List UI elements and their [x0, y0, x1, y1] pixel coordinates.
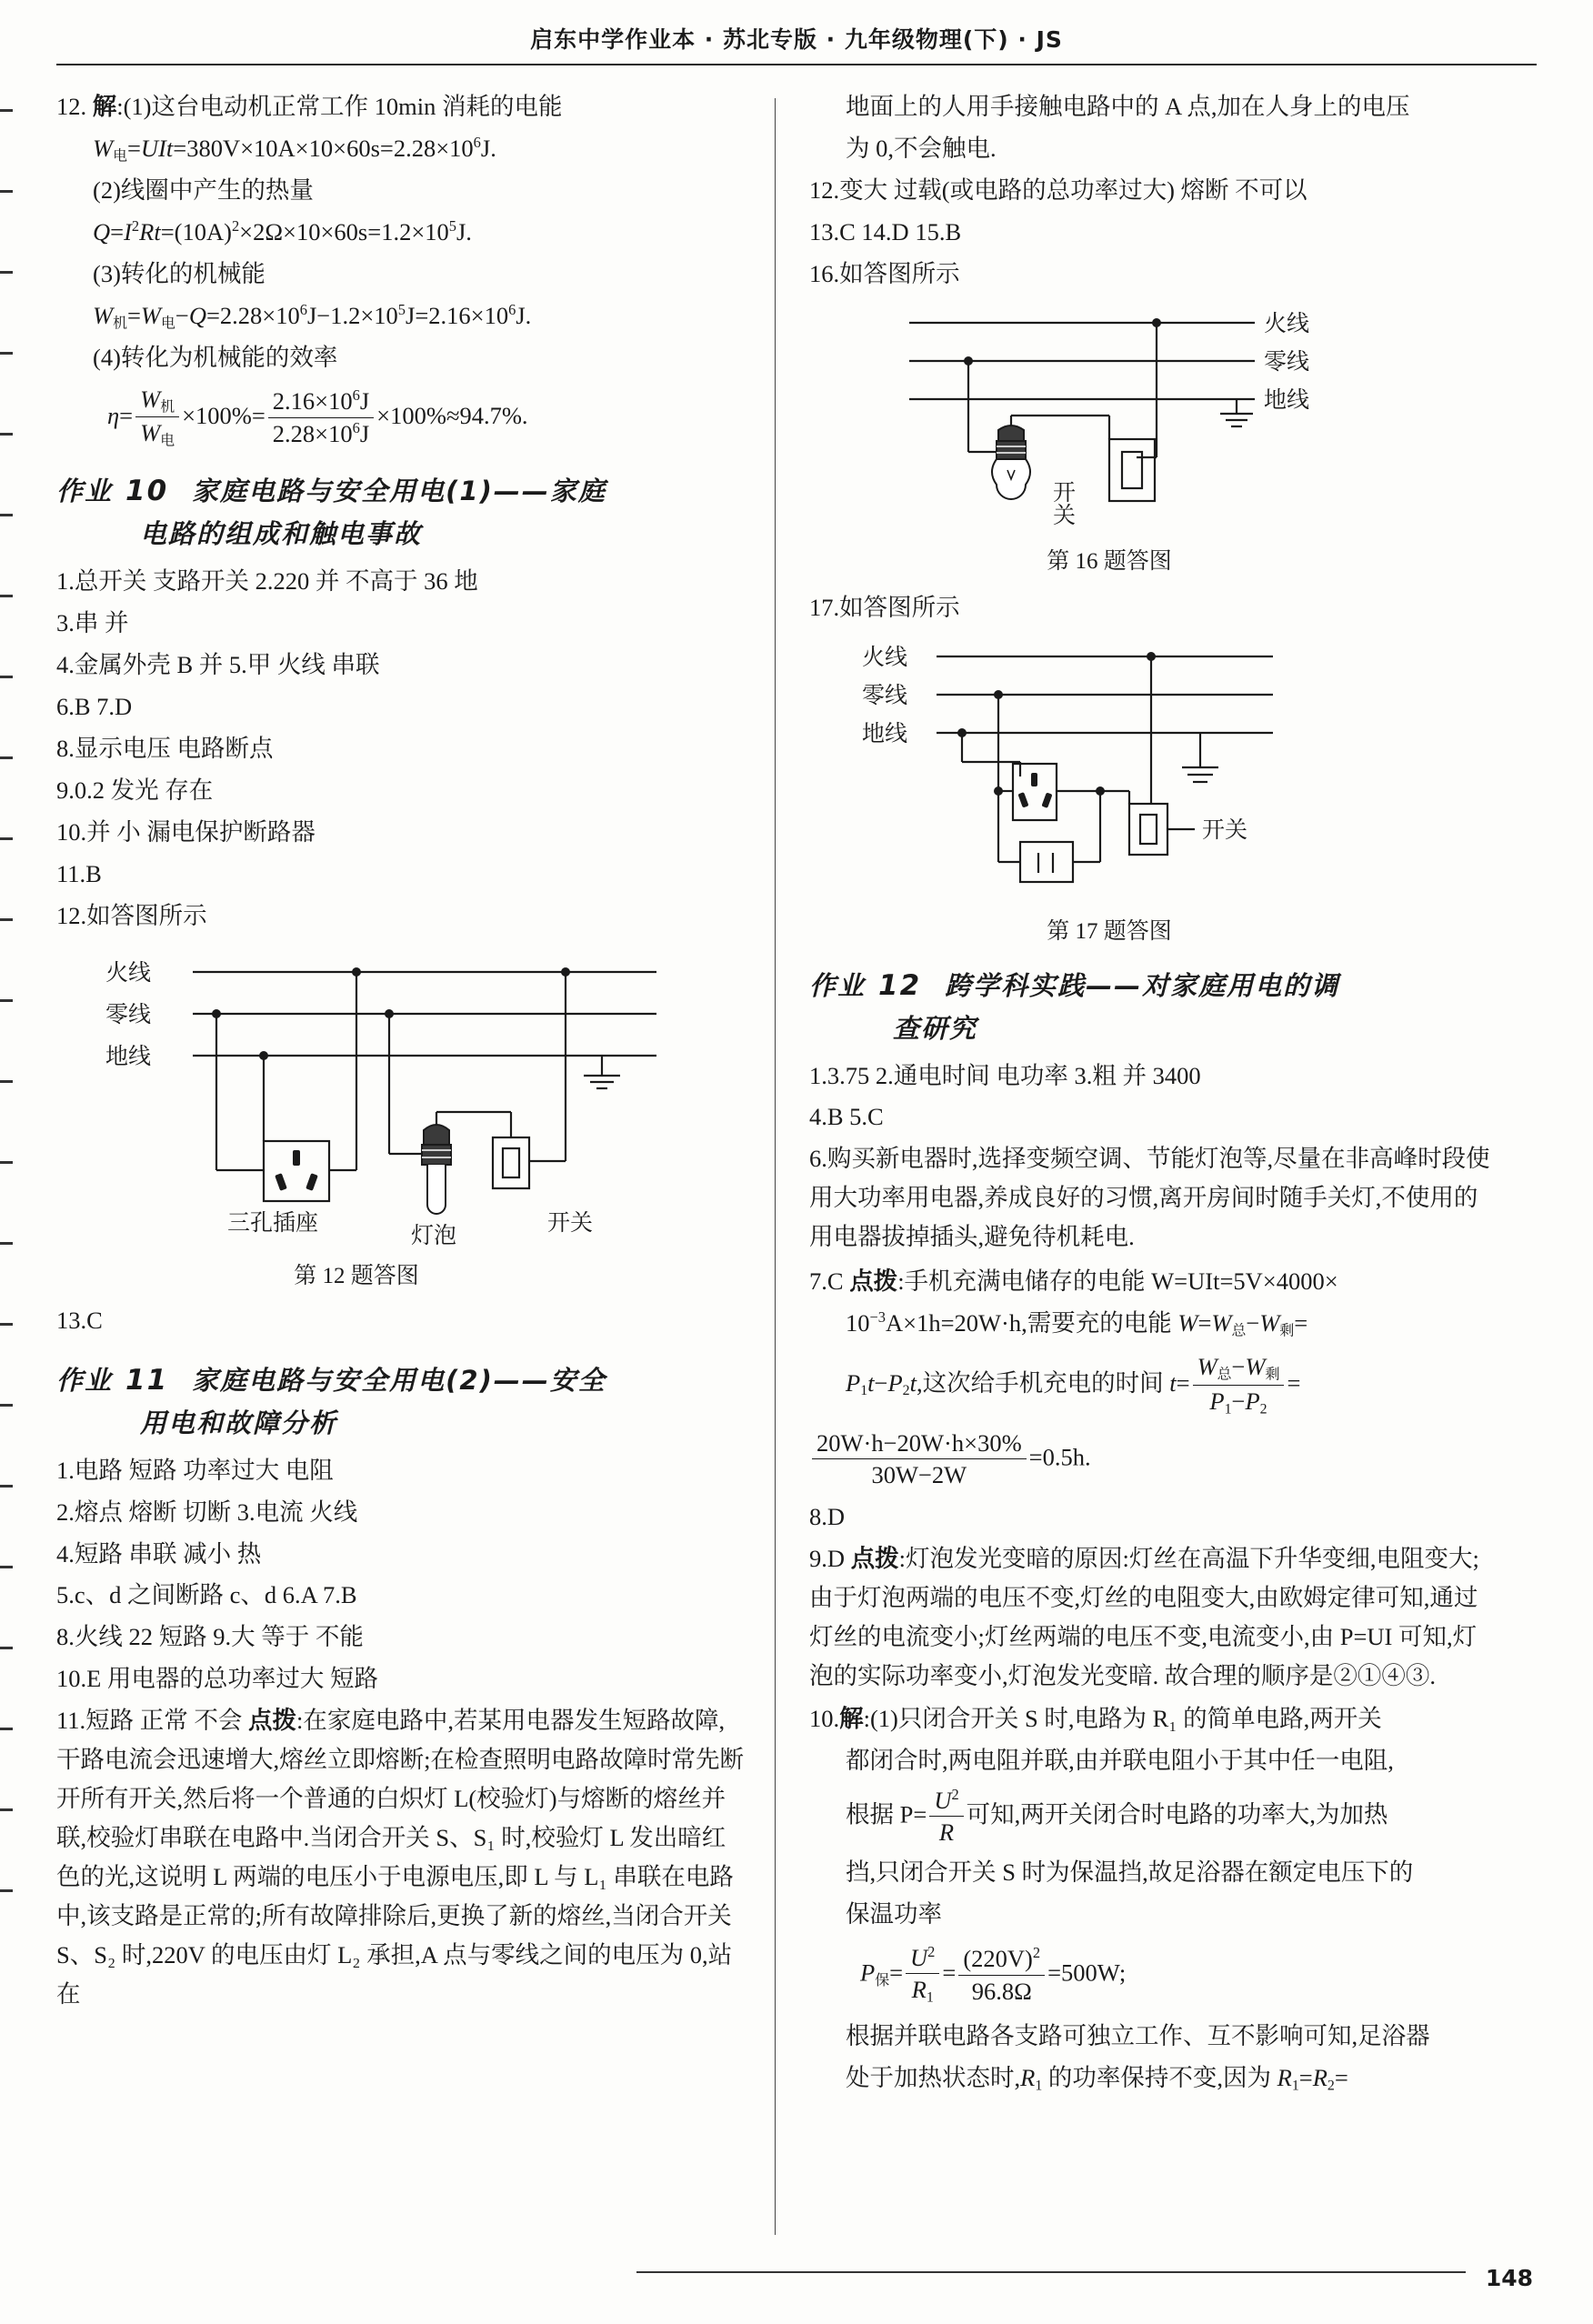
answer-line: 1.总开关 支路开关 2.220 并 不高于 36 地: [56, 567, 478, 596]
left-column: [56, 87, 747, 2017]
answer-10-line7: 处于加热状态时$,R_1$ 的功率保持不变,因为 $R_1=R_2=$: [846, 2064, 1348, 2094]
answer-line: 16.如答图所示: [809, 259, 960, 287]
answer-line: 5.c、d 之间断路 c、d 6.A 7.B: [56, 1581, 357, 1609]
assignment-12-label: 作业: [809, 969, 867, 1001]
answer-8: 8.D: [809, 1503, 846, 1531]
answer-line: 11.B: [56, 859, 102, 887]
assignment-10-label: 作业: [56, 476, 114, 507]
label-neutral: 零线: [105, 1002, 152, 1027]
page-number: 148: [1485, 2265, 1533, 2291]
formula-w-ji: $W_机=W_电-Q=2.28\times 10^6J-1.2\times 10^5J=2.16\times 10^6J$.: [93, 301, 532, 332]
label-live: 火线: [862, 645, 908, 670]
dianbo-label: 点拨: [850, 1545, 899, 1573]
item-12-part1: :(1)这台电动机正常工作 10min 消耗的电能: [116, 93, 563, 120]
assignment-11-heading: [56, 1360, 747, 1397]
label-lamp: 灯泡: [411, 1223, 457, 1248]
answer-9-body: :灯泡发光变暗的原因:灯丝在高温下升华变细,电阻变大;由于灯泡两端的电压不变,灯丝的电阻变大,由欧姆定律可知,通过灯丝的电流变小;灯丝两端的电压不变,电流变小,由 P=UI 可知,灯泡的实际功率变小,灯泡发光变暗. 故合理的顺序是②①④③.: [809, 1545, 1479, 1689]
answer-line: 4.短路 串联 减小 热: [56, 1539, 262, 1568]
answer-10-l2: 都闭合时,两电阻并联,由并联电阻小于其中任一电阻,: [846, 1746, 1394, 1774]
answer-line: 9.0.2 发光 存在: [56, 776, 214, 805]
assignment-10-heading: [56, 471, 747, 508]
answer-line: 8.火线 22 短路 9.大 等于 不能: [56, 1623, 364, 1651]
answer-9-head: 9.D: [809, 1545, 851, 1573]
item-12-part2: (2)线圈中产生的热量: [93, 176, 314, 205]
answer-7-line2: $10^{-3}A\times 1h=20W\cdot h$,需要充的电能 $W=W_总-W_剩=$: [846, 1308, 1308, 1339]
answer-line: 1.电路 短路 功率过大 电阻: [56, 1456, 334, 1484]
answer-10-head: 10.: [809, 1704, 840, 1732]
answer-10-l1: :(1)只闭合开关 S 时,电路为 R₁ 的简单电路,两开关: [863, 1704, 1382, 1732]
assignment-11-number: 11: [125, 1363, 169, 1397]
answer-7-line3: $P_1t-P_2t$,这次给手机充电的时间 t= $\frac{W_总-W_剩}{P_1-P_2}$ =: [846, 1353, 1301, 1417]
answer-10-line3: 根据 P= $\frac{U^2}{R}$ 可知,两开关闭合时电路的功率大,为加热: [846, 1785, 1388, 1846]
figure-12-caption: 第 12 题答图: [294, 1263, 419, 1288]
assignment-10-title-1: 家庭电路与安全用电(1)——家庭: [192, 476, 606, 507]
answer-10-l6: 根据并联电路各支路可独立工作、互不影响可知,足浴器: [846, 2022, 1430, 2050]
answer-line: 8.显示电压 电路断点: [56, 735, 274, 763]
figure-17: [809, 635, 1500, 907]
formula-q: $Q=I^2Rt=(10A)^2\times 2\Omega\times 10\times 60s=1.2\times 10^5J$.: [93, 217, 472, 246]
assignment-12-number: 12: [878, 968, 922, 1002]
assignment-10-number: 10: [125, 475, 169, 508]
answer-11-head: 11.短路 正常 不会: [56, 1707, 249, 1735]
answer-10-l3b: 可知,两开关闭合时电路的功率大,为加热: [966, 1800, 1388, 1828]
jie-label: 解: [839, 1704, 864, 1732]
answer-7-line1: [809, 1262, 1500, 1301]
binding-marks: [0, 109, 15, 1970]
column-divider: [775, 98, 776, 2235]
jie-label: 解: [92, 93, 117, 120]
answer-line: 10.E 用电器的总功率过大 短路: [56, 1665, 379, 1693]
label-ground: 地线: [1264, 387, 1310, 413]
answer-line: 6.B 7.D: [56, 693, 133, 721]
answer-line: 13.C 14.D 15.B: [809, 217, 962, 245]
assignment-10-title-2: 电路的组成和触电事故: [140, 518, 423, 550]
assignment-12-heading: [809, 966, 1500, 1003]
formula-eta: η= $\frac{W_机}{W_电}$ ×100%= $\frac{2.16\times 10^6J}{2.28\times 10^6J}$ ×100%≈94.7%.: [107, 386, 528, 449]
assignment-11-title-2: 用电和故障分析: [140, 1407, 338, 1438]
answer-line: 4.B 5.C: [809, 1103, 884, 1131]
answer-line: 12.变大 过载(或电路的总功率过大) 熔断 不可以: [809, 175, 1307, 204]
answer-7-head: 7.C: [809, 1267, 850, 1296]
label-live: 火线: [1264, 311, 1310, 336]
label-ground: 地线: [105, 1044, 152, 1069]
label-neutral: 零线: [862, 683, 908, 708]
label-switch: 开关: [1049, 479, 1075, 526]
item-12-number: 12.: [56, 93, 93, 120]
assignment-12-title-2: 查研究: [893, 1012, 978, 1044]
label-switch: 开关: [1202, 817, 1248, 843]
answer-10-line1: [809, 1699, 1500, 1738]
label-switch: 开关: [547, 1210, 594, 1236]
answer-line: 3.串 并: [56, 609, 129, 637]
dianbo-label: 点拨: [248, 1707, 297, 1735]
formula-w-dian: $W_电=UIt=380V\times 10A\times 10\times 60s=2.28\times 10^6J$.: [93, 134, 496, 165]
item-12-part3: (3)转化的机械能: [93, 259, 266, 287]
answer-line: 10.并 小 漏电保护断路器: [56, 817, 316, 846]
answer-line: 1.3.75 2.通电时间 电功率 3.粗 并 3400: [809, 1061, 1201, 1089]
cont-line: 地面上的人用手接触电路中的 A 点,加在人身上的电压: [846, 93, 1410, 120]
item-12-part4: (4)转化为机械能的效率: [93, 344, 338, 372]
assignment-12-title-1: 跨学科实践——对家庭用电的调: [945, 969, 1340, 1001]
header-rule: [56, 64, 1537, 65]
label-ground: 地线: [862, 721, 908, 746]
figure-12: [56, 943, 747, 1252]
answer-7-l1: :手机充满电储存的电能 W=UIt=5V×4000×: [897, 1267, 1338, 1296]
answer-6: 6.购买新电器时,选择变频空调、节能灯泡等,尽量在非高峰时段使用大功率用电器,养成良好的习惯,离开房间时随手关灯,不使用的用电器拔掉插头,避免待机耗电.: [809, 1145, 1490, 1251]
figure-16-caption: 第 16 题答图: [1047, 548, 1172, 574]
answer-10-l3a: 根据 P=: [846, 1800, 927, 1828]
answer-10-l4: 挡,只闭合开关 S 时为保温挡,故足浴器在额定电压下的: [846, 1858, 1414, 1887]
footer-rule: [636, 2271, 1466, 2273]
figure-17-caption: 第 17 题答图: [1047, 918, 1172, 944]
label-socket: 三孔插座: [227, 1210, 319, 1236]
label-neutral: 零线: [1264, 349, 1310, 375]
assignment-11-title-1: 家庭电路与安全用电(2)——安全: [192, 1364, 606, 1396]
answer-11-long: [56, 1701, 747, 2013]
cont-line: 为 0,不会触电.: [846, 134, 997, 162]
answer-13: 13.C: [56, 1306, 103, 1334]
answer-10-formula: $P_保=$ $\frac{U^2}{R_1}$ = $\frac{(220V)^2}{96.8\Omega}$ =500W;: [860, 1943, 1127, 2006]
answer-line: 12.如答图所示: [56, 901, 207, 929]
answer-line: 4.金属外壳 B 并 5.甲 火线 串联: [56, 651, 380, 679]
item-12-lead: [56, 87, 747, 126]
answer-17-lead: 17.如答图所示: [809, 593, 960, 621]
page-header: 启东中学作业本 · 苏北专版 · 九年级物理(下) · JS: [530, 26, 1063, 53]
answer-9: [809, 1539, 1500, 1696]
answer-11-body: :在家庭电路中,若某用电器发生短路故障,干路电流会迅速增大,熔丝立即熔断;在检查照明电路故障时常先断开所有开关,然后将一个普通的白炽灯 L(校验灯)与熔断的熔丝并联,校验灯串联在电路中.当闭合开关 S、S₁ 时,校验灯 L 发出暗红色的光,这说明 L 两端的电压小于电源电压,即 L 与 L₁ 串联在电路中,该支路是正常的;所有故障排除后,更换了新的熔丝,当闭合开关 S、S₂ 时,220V 的电压由灯 L₂ 承担,A 点与零线之间的电压为 0,站在: [56, 1707, 744, 2008]
answer-10-l5: 保温功率: [846, 1900, 942, 1928]
answer-7-line4: $\frac{20W\cdot h-20W\cdot h\times 30\%}{30W-2W}$ =0.5h.: [809, 1428, 1500, 1491]
figure-16: [809, 301, 1500, 537]
answer-line: 2.熔点 熔断 切断 3.电流 火线: [56, 1498, 358, 1526]
dianbo-label: 点拨: [849, 1267, 898, 1296]
label-live: 火线: [105, 960, 152, 986]
right-column: [809, 87, 1500, 2100]
assignment-11-label: 作业: [56, 1364, 114, 1396]
